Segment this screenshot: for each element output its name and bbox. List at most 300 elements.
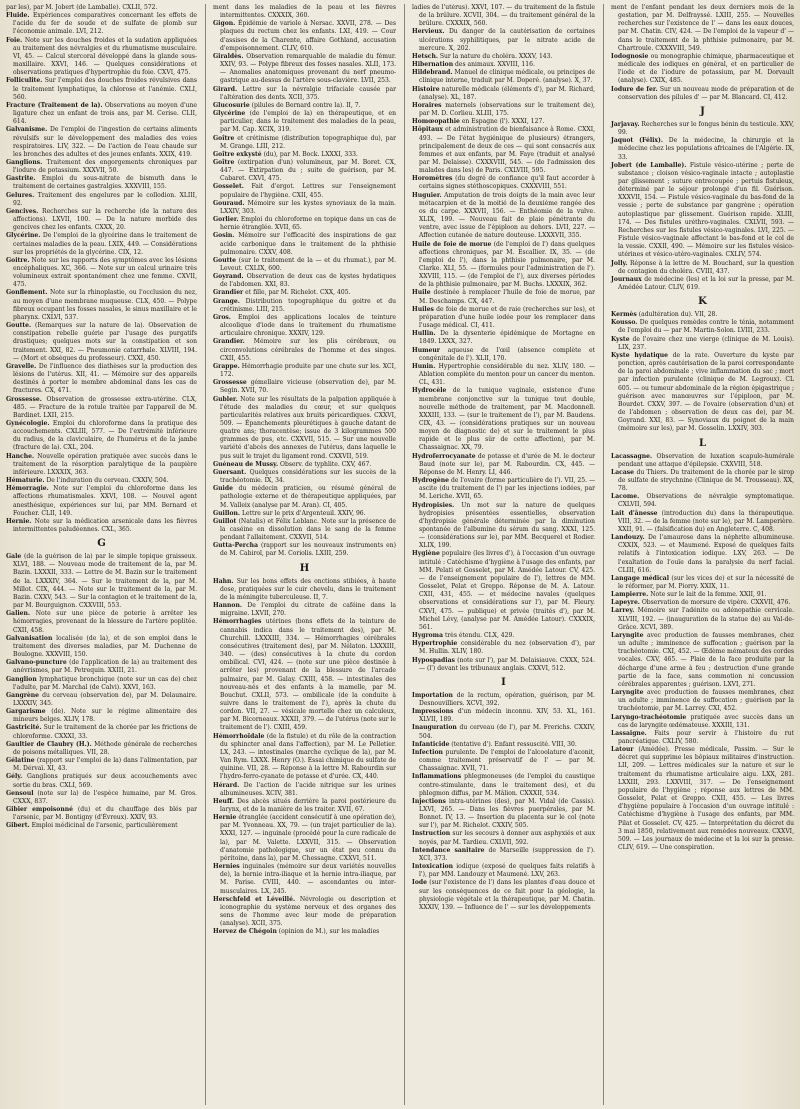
entry-headword: Huguier. (412, 191, 442, 199)
index-entry (611, 86, 794, 102)
entry-headword: Gaultier de Claubry (H.). (6, 740, 92, 748)
entry-headword: Importation (412, 691, 453, 699)
entry-headword: Goutte (213, 256, 237, 264)
index-entry (213, 798, 396, 814)
index-entry (213, 232, 396, 256)
entry-headword: Lassaigne. (611, 729, 647, 737)
entry-text: Névrologie ou description et iconographie du système nerveux et des organes des sens de l'homme avec leur mode de préparation (analyse). XCII, 375. (220, 895, 396, 928)
entry-headword: Hervieux. (412, 28, 445, 36)
entry-headword: Laryngite (611, 631, 644, 639)
entry-headword: Iode (412, 879, 427, 887)
index-entry (213, 602, 396, 618)
index-entry (213, 86, 396, 102)
entry-text: (Amédée). Presse médicale, Passim. — Sur le décret qui supprime les bôpiaux militaires d'instruction. LII, 209. — Lettres médicales sur la nature et sur le traitement du rhumatisme articulaire aigu. LXX, 281. LXXIII, 293. LXXVIII, 317. — De l'enseignement populaire de l'hygiène ; réponse aux lettres de MM. Gosselet, Pelat et Greppo. CXII, 455. — Les livres d'hygiène populaire à l'occasion d'un ouvrage intitulé : Catéchisme d'hygiène à l'usage des enfants, par MM. Pilat et Gosselet. CV, 425. — Interprétation du décret du 3 mai 1850, relativement aux remèdes nouveaux. CXXVI, 509. — Les journaux de médecine et la loi sur la presse. CLIV, 619. — Une conspiration. (618, 746, 794, 851)
index-entry (213, 338, 396, 362)
index-entry (412, 550, 595, 632)
entry-text: Mémoire sur les plis cérébraux, ou circonvolutions cérébrales de l'homme et des singes. CXII, 455. (220, 338, 396, 362)
entry-headword: Inflammations (412, 773, 462, 781)
section-letter-heading: J (700, 105, 705, 117)
entry-text: en Espagne (l'). XXXI, 127. (461, 118, 545, 126)
entry-headword: Laryngite (611, 689, 644, 697)
entry-text: De l'emploi de la glycérine dans le traitement de certaines maladies de la peau. LXIX, 449. — Considérations sur les propriétés de la glycérine. CIX, 12. (13, 232, 197, 256)
entry-headword: Goitre. (6, 256, 30, 264)
entry-text: aqueuse de l'œil (absence complète et congénitale de l'). XLII, 170. (419, 346, 595, 362)
entry-headword: Gubler. (213, 395, 238, 403)
index-entry (213, 273, 396, 289)
entry-headword: Lacome. (611, 493, 640, 501)
section-letter-heading: K (698, 296, 707, 308)
entry-text: Expériences comparatives concernant les effets de l'acide du fer de soude et de sulfate de plomb sur l'économie animale. LVI, 212. (13, 12, 197, 36)
index-entry (611, 591, 794, 599)
entry-headword: Hydropisies. (412, 501, 455, 509)
entry-text: localisée (de la), et de son emploi dans le traitement des diverses maladies, par M. Duchenne de Boulogne. XXXVIII, 150. (13, 634, 197, 659)
entry-headword: Ganglions. (6, 158, 43, 166)
index-column-3 (404, 4, 595, 1105)
index-entry (213, 928, 396, 936)
entry-headword: Intoxication (412, 863, 454, 871)
index-entry (412, 830, 595, 846)
index-entry (6, 37, 197, 78)
entry-headword: Guéneau de Mussy. (213, 460, 279, 468)
entry-text: naturelle médicale (éléments d'), par M. Richard, (analyse). XL, 187. (419, 85, 595, 101)
entry-text: Nouvelle opération pratiquée avec succès dans le traitement de la résorption paralytique de la paupière inférieure. LXXXIX, 363. (13, 452, 197, 476)
entry-text: du médecin praticien, ou résumé général de pathologie externe et de thérapeutique appliquées, par M. Valleix (analyse par M. Aran). CI, 405. (220, 485, 396, 509)
index-entry (412, 61, 595, 69)
index-entry (213, 461, 396, 469)
entry-text: de foie de morue et de raie (recherches sur les), et préparation d'une huile iodée pour les remplacer dans l'usage médical. CI, 411. (419, 305, 595, 330)
index-entry (412, 749, 595, 773)
index-entry (213, 363, 396, 379)
entry-text: (de la fistule) et du rôle de la contraction du sphincter anal dans l'affection), par M. Le Pelletier. LX, 243. — intestinales (marche cyclique de la), par M. Van Rym. LXXX. Henry (O.). Essai chimique du sulfate de quinine. VII, 28. — Réponse à la lettre M. Rabourdin sur l'hydro-ferro-cyanate de potasse et d'urée. CX, 440. (220, 732, 396, 781)
entry-headword: Huile (412, 289, 431, 297)
entry-text: de l'ovaire chez une vierge (clinique de M. Louis). LIX, 237. (618, 335, 794, 351)
entry-text: De quelques remèdes contre le ténia, notamment de l'emploi du — par M. Martin-Solon. LVIII, 233. (618, 319, 794, 335)
entry-text: (rapport sur les nouveaux instruments en) de M. Cabirol, par M. Coriolis. LXIII, 259. (220, 542, 396, 558)
entry-text: Emploi médicinal de l'arsenic, particulièrement (31, 822, 178, 830)
entry-headword: Gorlier. (213, 216, 239, 224)
index-entry (6, 757, 197, 773)
index-entry (611, 121, 794, 137)
index-entry (6, 518, 197, 534)
entry-headword: Jaquot (Félix). (611, 137, 663, 145)
entry-text: (sur l'existence de l') dans les plantes d'eau douce et sur les conséquences de ce fait pour la géologie, la physiologie végétale et la thérapeutique, par M. Chatin. XXXIV, 139. — Influence de l' — sur les développements (419, 879, 595, 911)
index-entry (213, 510, 396, 518)
entry-headword: Gosin. (213, 232, 235, 240)
entry-text: Mémoire sur l'adénite ou adénopathie cervicale. XLVIII, 192. — (inauguration de la statue de) au Val-de-Grâce. XCVI, 389. (618, 607, 794, 631)
entry-headword: Kyste (611, 335, 630, 343)
entry-headword: Hanche. (6, 452, 35, 460)
entry-text: de potasse et d'urée de M. le docteur Baud (note sur le), par M. Rabourdin. CX, 445. — Réponse de M. Henry. LI, 446. (419, 452, 595, 476)
index-entry (213, 542, 396, 558)
index-entry (412, 798, 595, 831)
index-entry (412, 4, 595, 28)
entry-headword: Gale (6, 553, 22, 561)
entry-text: De l'action de l'acide nitrique sur les urines albumineuses. XCIV, 381. (220, 781, 396, 797)
index-entry (6, 724, 197, 740)
entry-text: Lettre sur le prix d'Argenteuil. XXIV, 96. (241, 509, 366, 517)
index-entry (412, 175, 595, 191)
entry-text: des animaux. XXVIII, 116. (455, 61, 535, 69)
entry-headword: Hémorrhagies (213, 618, 262, 626)
entry-headword: Gonflement. (6, 289, 48, 297)
entry-text: (opinion de M.), sur les maladies (278, 928, 380, 936)
entry-headword: Langage médical (611, 574, 670, 582)
index-entry (611, 534, 794, 575)
entry-text: de Marseille (suppression de l'). XCI, 373. (419, 846, 595, 862)
index-entry (6, 822, 197, 830)
entry-headword: Gencives. (6, 207, 39, 215)
index-entry (412, 347, 595, 363)
entry-text: Lettre sur la névralgie trifaciale causée par l'altération des dents. XCII, 375. (220, 85, 396, 101)
entry-text: Fistule vésico-utérine ; perte de substance ; cloison vésico-vaginale intacte ; autoplastie par glissement ; suture entrecoupée ; pertuis fistuleux, déterminé par le séjour prolongé d'un fil. Guérison. XXXVII, 154. — Fistule vésico-vaginale du bas-fond de la vessie ; perte de substance par gangrène ; opération autoplastique par glissement. Guérison rapide. XLIII, 174. — Des fistules uréthro-vaginales. CXLVII, 593. — Recherches sur les fistules vésico-vaginales. LVI, 225. — Fistule vésico-vaginale affectant le bas-fond et le col de la vessie. CXXII, 490. — Mémoire sur les fistules vésico-utérines et vésico-utéro-vaginales. CXLIV, 574. (618, 161, 794, 259)
entry-text: Mémoire sur les kystes synoviaux de la main. LXXIV, 303. (220, 199, 396, 215)
entry-headword: Foie. (6, 36, 23, 44)
entry-text: Mémoire sur l'efficacité des inspirations de gaz acide carbonique dans le traitement de la phthisie pulmonaire. CXXV, 408. (220, 232, 396, 256)
entry-headword: Hahn. (213, 577, 234, 585)
entry-text: Épidémie de variole à Nersac. XXVII, 278. — Des plaques du rectum chez les enfants. LXI, 419. — Cour d'assises de la Charente, affaire Gothland, accusation d'empoisonnement. CLIV, 610. (220, 20, 396, 52)
index-entry (6, 773, 197, 789)
index-entry (611, 336, 794, 352)
index-columns (6, 4, 794, 1105)
entry-headword: Folliculite. (6, 77, 43, 85)
entry-headword: Hildebrand. (412, 69, 453, 77)
index-entry (412, 53, 595, 61)
index-entry (6, 477, 197, 485)
index-entry (6, 289, 197, 322)
entry-text: de l'ovaire (forme particulière de l'). VII, 25. — ascite (du traitement de l') par les injections iodées, par M. Leriche. XVII, 65. (419, 477, 595, 501)
entry-headword: Humeur (412, 346, 440, 354)
entry-headword: Gelures. (6, 191, 35, 199)
entry-headword: Guillon. (213, 509, 240, 517)
entry-headword: Galien. (6, 610, 31, 618)
entry-text: Un mot sur la nature de quelques hydropisies présentées essentielles, observation d'hydropisie générale déterminée par la diminution spontanée de l'albumine du sérum du sang. XXXI, 125. — (considérations sur le), par MM. Becquerel et Rodier. XLIX, 199. (419, 501, 595, 550)
entry-text: iodique (exposé de quelques faits relatifs à l'), par MM. Landouzy et Maumené. LXV, 263. (419, 863, 595, 879)
entry-text: (Remarques sur la nature de la). Observation de constipation rebelle guérie par l'usage des purgatifs drastiques; quelques mots sur la constipation et son traitement. XXI, 82. — Pneumonie catarrhale. XLVIII, 194. — (Mort et obsèques du professeur). CXXI, 450. (13, 322, 197, 362)
entry-headword: Hémorrhoïdale (213, 732, 265, 740)
entry-headword: Histoire (412, 85, 440, 93)
entry-text: (introduction du) dans la thérapeutique. VIII, 32. — de la femme (note sur le), par M. Lamperière. XXII, 91. — (falsification du) en Angleterre. C, 408. (618, 509, 794, 533)
entry-headword: Gargarisme (6, 708, 46, 716)
entry-text: Ganglions pratiqués sur deux accouchements avec sortie du bras. CXLI, 569. (13, 773, 197, 789)
index-entry (6, 708, 197, 724)
index-entry (213, 814, 396, 863)
entry-headword: Journaux (611, 275, 642, 283)
index-entry (6, 676, 197, 692)
entry-headword: Hydrocèle (412, 387, 447, 395)
index-entry (6, 126, 197, 159)
entry-text: populaire (les livres d'), à l'occasion d'un ouvrage intitulé : Catéchisme d'hygiène à l'usage des enfants, par MM. Pelati et Gosselet, par M. Amédée Latour. CV, 425. — de l'enseignement populaire de l'), lettres de MM. Gosselet, Pelat et Greppo. Réponse de M. A. Latour. CXII, 431, 455. — et médecine navales (quelques observations et considérations sur l'), par M. Fleury. CXVI, 475. — publique) et privée (traités d'), par M. Michel Lévy, (analyse par M. Amédée Latour). CXXXIX, 561. (419, 550, 595, 631)
index-entry (412, 879, 595, 912)
entry-headword: Hérard. (213, 781, 240, 789)
entry-text: Recherches sur la recherche (de la nature des affections). LXVII, 100. — De la nature morbide des gencives chez les enfants. CXXX, 20. (13, 207, 197, 232)
entry-text: Fait d'ergot. Lettres sur l'enseignement populaire de l'hygiène. CXII, 455. (220, 183, 396, 199)
index-entry (6, 453, 197, 477)
entry-text: Observ. de typhlite. CXV, 467. (280, 460, 372, 468)
entry-headword: Hetsch. (412, 52, 438, 60)
entry-headword: Guide (213, 485, 233, 493)
entry-text: De la dysenterie épidémique de Mortagne en 1849. LXXX, 327. (419, 330, 595, 346)
entry-text: maternels (observations sur le traitement de), par M. D. Corlieu. XLIII, 175. (419, 101, 595, 118)
index-entry (611, 276, 794, 292)
entry-text: Note sur une pièce de poterie à arrêter les hémorragies, provenant de la blessure de l'artère poplitée. CXII, 458. (13, 610, 197, 634)
index-entry (611, 4, 794, 53)
entry-text: et administration de bienfaisance à Rome. CXXI, 493. — De l'état hygiénique de plusieurs) étrangers, principalement de deux de ces — qui sont consacrés aux femmes et aux enfants, par M. Faye (traduit et analysé par M. Delaisse). CXXXVIII, 545. — (de l'admission des malades dans les) de Paris. CXLVIII, 595. (419, 126, 595, 175)
entry-headword: Gros. (213, 313, 231, 321)
section-letter-heading: H (299, 562, 310, 574)
entry-text: phlegmoneuses (de l'emploi du caustique contre-stimulante, dans le traitement des), et du phlegmon diffus, par M. Mâlion. CXXXII, 534. (419, 773, 595, 797)
entry-text: Sur l'emploi des douches froides révulsives dans le traitement lymphatique, la chlorose et l'anémie. CXLI, 560. (13, 77, 197, 101)
entry-headword: Galvanisation (6, 634, 53, 642)
entry-text: De l'induration du cerveau. CXXIV, 504. (46, 477, 169, 485)
entry-headword: Hydrogène (412, 477, 449, 485)
entry-text: Observations au moyen d'une ligature chez un enfant de trois ans, par M. Cerise. CLII, 614. (13, 101, 197, 126)
entry-text: Observation de deux cas de kystes hydatiques de l'abdomen. XXI, 83. (220, 273, 396, 289)
entry-headword: Grossesse (213, 379, 247, 387)
entry-headword: Heuff. (213, 797, 235, 805)
entry-headword: Fracture (Traitement de la). (6, 101, 103, 109)
entry-text: de la rate. Ouverture du kyste par ponction, après cautérisation de la paroi correspondante de la paroi abdominale ; vive inflammation du sac ; mort par infection purulente (clinique de M. Legroux). CL 605. — ou tumeur abdominale de la région épigastrique ; guérison avec manœuvres sur l'épiploon, par M. Bourdet. CXXV, 397. — de l'ovaire (observation d'un) et de l'abdomen ; observation de deux cas de), par M. Goyrand. XXI, 83. — Synoviaux du poignet de la main (mémoire sur les), par M. Gosselin. LXXIV, 303. (618, 351, 794, 433)
entry-headword: Latour (611, 746, 634, 754)
index-entry (412, 102, 595, 118)
entry-text: intra-utérines (des), par M. Vidal (de Cassis). LXVI, 265. — Dans les fièvres puerpérales, par M. Bonnet. IV, 13. — Insertion du placenta sur le col (note sur l'), par M. Richelot. CXXIV, 505. (419, 797, 595, 830)
entry-headword: Gouraud. (213, 199, 245, 207)
index-entry (611, 632, 794, 689)
index-entry (412, 387, 595, 452)
index-entry (6, 102, 197, 126)
index-entry (213, 4, 396, 20)
entry-text: purulente. De l'emploi de l'alcoolature d'aconit, comme traitement préservatif de l' — par M. Chassaignac. XVII, 71. (419, 748, 595, 773)
index-entry (6, 692, 197, 708)
entry-headword: Landouzy. (611, 534, 645, 542)
index-entry (611, 607, 794, 631)
entry-text: Quelques considérations sur les succès de la trachéotomie. IX, 34. (220, 468, 396, 485)
entry-headword: Grandier. (213, 338, 245, 346)
index-entry (213, 782, 396, 798)
entry-headword: Gynécologie. (6, 419, 50, 427)
entry-text: (de la guérison de la) par le simple topique graisseux. XLVI, 188. — Nouveau mode de traitement de la, par M. Bazin. LXXXII, 333. — Lettre de M. Bazin sur le traitement de la. LXXXIV, 364. — Sur le traitement de la, par M. Millot. CIX, 444. — Note sur le traitement de la, par M. Bazin. CXXV, 543. — Sur la contagion et le traitement de la, par M. Bourguignon. CXXVIII, 553. (13, 553, 197, 610)
entry-headword: Horomètres (412, 175, 453, 183)
entry-text: ment de l'enfant pendant les deux derniers mois de la gestation, par M. Delfrayssé. LXIII, 255. — Nouvelles recherches sur l'existence de l' — dans les eaux douces, par M. Chatin. CIV, 424. — De l'emploi de la vapeur d' — dans le traitement de la phthisie pulmonaire, par M. Chartroule. CXXXVIII, 549. (611, 4, 794, 52)
entry-headword: Galvano-puncture (6, 659, 67, 667)
entry-text: De l'influence des diathèses sur la production des lésions de l'utérus. XII, 41. — Mémoire sur des appareils destinés à porter le membre abdominal dans les cas de fractures. CX, 471. (13, 362, 197, 395)
entry-text: Emploi du sous-nitrate de bismuth dans le traitement de certaines gastralgies. XXXVIII, 155. (13, 175, 197, 191)
entry-headword: Hypertrophie (412, 640, 458, 648)
entry-text: (du), par M. Bock. LXXXI, 333. (263, 150, 358, 158)
entry-text: du cerveau (de l'), par M. Frerichs. CXXIV, 504. (419, 724, 595, 740)
index-entry (213, 469, 396, 485)
index-entry (6, 77, 197, 101)
index-entry (412, 502, 595, 551)
index-entry (6, 208, 197, 232)
index-entry (213, 896, 396, 929)
index-entry (213, 485, 396, 509)
index-entry (213, 733, 396, 782)
index-entry (6, 232, 197, 256)
entry-headword: Hypospadias (412, 656, 455, 664)
entry-text: Réponse à la lettre de M. Bouchard, sur la question de contagion du choléra. CVIII, 437. (618, 259, 794, 275)
entry-text: (du) et du chauffage des blés par l'arsenic, par M. Bontigny (d'Évreux). XXIV, 93. (13, 806, 197, 822)
index-entry (6, 396, 197, 420)
entry-headword: Kermès (611, 311, 637, 319)
entry-text: gémellaire vicieuse (observation de), par M. Segin. XVII, 70. (220, 379, 396, 395)
entry-headword: Herschfeld et Léveillé. (213, 895, 296, 903)
entry-text: (extirpation d'un) volumineux, par M. Boret. CX, 447. — Extirpation du ; suite de guérison, par M. Cabaret. CXVI, 475. (220, 158, 396, 183)
index-entry (412, 708, 595, 724)
entry-headword: Gastricité. (6, 724, 42, 732)
index-entry (412, 192, 595, 241)
entry-text: Sur un nouveau mode de préparation et de conservation des pilules d' — par M. Blancard. CI, 412. (618, 85, 794, 101)
index-entry (6, 553, 197, 610)
index-entry (412, 692, 595, 708)
index-entry (213, 183, 396, 199)
entry-headword: Glycérine. (6, 232, 41, 240)
entry-headword: Kousso. (611, 319, 638, 327)
entry-headword: Lacassagne. (611, 452, 653, 460)
entry-text: Emploi du chloroforme dans la pratique des accouchements. CXLIII, 577. — De l'extrémité inférieure du radius, de la claviculaire, de l'humérus et de la jambe (fracture de la). CXL, 204. (13, 419, 197, 452)
index-entry (213, 20, 396, 53)
entry-text: Du danger de la cautérisation de certaines ulcérations syphilitiques, par le nitrate acide de mercure. X, 202. (419, 28, 595, 52)
entry-headword: Jolly. (611, 259, 628, 267)
entry-headword: Homœopathie (412, 118, 460, 126)
entry-text: Manuel de clinique médicale, ou principes de clinique interne, traduit par M. Doperé. (analyse). X, 37. (419, 69, 595, 85)
entry-text: Note sur les rapports des symptômes avec les lésions encéphaliques. XC, 366. — Note sur un calcul urinaire très volumineux extrait spontanément chez une femme. CXVII, 475. (13, 256, 197, 289)
index-entry (611, 493, 794, 509)
entry-text: Sur la nature du choléra. XXXV, 143. (439, 52, 553, 60)
entry-text: De l'emploi du citrate de caféine dans la migraine. LXVII, 270. (220, 602, 396, 618)
index-column-2 (205, 4, 396, 1105)
entry-headword: Gastrite. (6, 175, 36, 183)
index-entry (412, 632, 595, 640)
entry-headword: Intendance sanitaire (412, 846, 485, 854)
entry-headword: Goître (213, 134, 235, 142)
index-entry (6, 257, 197, 290)
entry-text: pratiquée avec succès dans un cas de laryngite œdémateuse. XXXIII, 131. (618, 713, 794, 729)
entry-text: Hémorrhagie produite par une chute sur les. XCI, 172. (220, 362, 396, 379)
index-entry (213, 200, 396, 216)
entry-text: (de). Note sur le régime alimentaire des mineurs belges. XLIV, 178. (13, 708, 197, 724)
entry-text: Amputation de trois doigts de la main avec leur métacarpien et de la moitié de la deuxième rangée des os du carpe. XXXVII, 156. — Enthéomie de la vulve. XLIX, 199. — Nouveau fait de plaie pénétrante du ventre, avec issue de l'épiploon au dehors. LVII, 227. — Affection cutanée de nature douteuse. LXXXVII, 355. (419, 191, 595, 240)
index-entry (611, 352, 794, 434)
entry-text: Distribution topographique du goitre et du crétinisme. LIII, 215. (220, 297, 396, 313)
index-entry (213, 102, 396, 110)
entry-headword: Hygiène (412, 550, 440, 558)
entry-headword: Gutta-Percha (213, 542, 258, 550)
entry-headword: Grandier (213, 289, 244, 297)
index-entry (611, 319, 794, 335)
index-entry (412, 477, 595, 501)
section-letter-heading: L (698, 437, 707, 449)
entry-headword: Gravelle. (6, 362, 37, 370)
index-entry (611, 575, 794, 591)
entry-text: (adultération du). VII, 28. (638, 311, 718, 319)
index-entry (213, 135, 396, 151)
index-entry (611, 714, 794, 730)
entry-headword: Gibert. (6, 822, 30, 830)
entry-text: Emploi du chloroforme en topique dans un cas de hernie étranglée. XVII, 65. (220, 216, 396, 232)
entry-text: Note sur les douches froides et la sudation appliquées au traitement des névralgies et du rhumatisme musculaire. VI, 45. — Calcul stercoral développé dans la glande sous-maxillaire. XXVI, 146. — Quelques considérations et observations pratiques d'hypertrophie du foie. CXVI, 475. (13, 36, 197, 77)
entry-text: Traitement des engorgements chroniques par l'iodure de potassium. XXXVII, 50. (13, 158, 197, 175)
entry-headword: Hémorragie. (6, 485, 49, 493)
entry-headword: Gibier empoisonné (6, 806, 73, 813)
entry-text: d'un médecin inconnu. XIV, 53. XL, 161. XLVII, 189. (419, 708, 595, 724)
index-entry (412, 306, 595, 330)
index-entry (213, 289, 396, 297)
index-entry (412, 289, 595, 305)
entry-headword: Gangrène (6, 691, 39, 699)
entry-text: Des abcès situés derrière la paroi postérieure du larynx, et de la manière de les traiter. XVII, 67. (220, 797, 396, 813)
entry-text: Sur les bons effets des onctions stibiées, à haute dose, pratiquées sur le cuir chevelu, dans le traitement de la méningite tuberculeuse. II, 7. (220, 577, 396, 601)
entry-headword: Goyrand. (213, 273, 244, 281)
index-entry (6, 363, 197, 396)
entry-headword: Gosselet. (213, 183, 244, 191)
entry-text: très étendu. CLX, 429. (444, 632, 515, 640)
index-entry (6, 485, 197, 518)
entry-text: (Natalis) et Félix Leblanc. Note sur la présence de la caséine en dissolution dans le sang de la femme pendant l'allaitement. CXXVII, 514. (220, 517, 396, 542)
entry-text: De l'emploi de l'ingestion de certains aliments révulsifs sur le développement des maladies des voies respiratoires. LIV, 322. — De l'action de l'eau chaude sur les bronches des adultes et des jeunes enfants. XXIX, 419. (13, 126, 197, 158)
entry-headword: Lait d'ânesse (611, 509, 658, 517)
entry-text: lymphatique bronchique (note sur un cas de) chez l'adulte, par M. Marchal (de Calvi). XXVI, 163. (13, 675, 197, 691)
entry-headword: Huile de foie de morue (412, 240, 492, 248)
index-entry (412, 330, 595, 346)
entry-text: Note sur le lait de la femme. XXII, 91. (650, 591, 767, 599)
index-entry (412, 86, 595, 102)
section-letter-heading: G (97, 538, 106, 550)
entry-text: (pilules de Bernard contre la). II, 7. (251, 101, 361, 109)
index-entry (412, 863, 595, 879)
entry-headword: Guillot (213, 517, 237, 525)
entry-text: Observation de morsure de vipère. CXXVII, 476. (641, 599, 791, 607)
entry-text: et fille, par M. Richelot. CXX, 405. (245, 289, 351, 297)
entry-text: ladies de l'utérus). XXVI, 107. — du traitement de la fistule de la brûlure. XCVII, 304. — du traitement général de la brûlure. CXXXIX, 560. (412, 4, 595, 28)
index-entry (6, 610, 197, 634)
entry-text: considérable du nez (observation d'), par M. Hullin. XLIV, 180. (419, 640, 595, 656)
index-entry (412, 363, 595, 387)
index-entry (611, 746, 794, 852)
entry-text: avec production de fausses membranes, chez un adulte ; imminence de suffocation ; guérison par la trachéotomie, par M. Larrey. CXI, 452. (618, 689, 794, 713)
entry-headword: Goître exkysté (213, 150, 262, 158)
entry-headword: Gigon. (213, 20, 236, 28)
entry-headword: Hervez de Chégoin (213, 928, 277, 936)
index-entry (213, 314, 396, 338)
index-entry (412, 118, 595, 126)
index-entry (611, 53, 794, 86)
index-entry (213, 618, 396, 732)
entry-text: de médecine (les) et la loi sur la presse, par M. Amédée Latour. CLIV, 619. (618, 275, 794, 291)
entry-headword: Ganglion (6, 675, 37, 683)
entry-text: destinée à remplacer l'huile de foie de morue, par M. Deschamps. CX, 447. (419, 289, 595, 305)
entry-headword: Infanticide (412, 740, 450, 748)
index-entry (412, 28, 595, 52)
entry-text: (rapport sur l'emploi de la) dans l'alimentation, par M. Dérvaï. XI, 43. (13, 757, 197, 773)
entry-text: (sur le traitement de la — et du rhumat.), par M. Leveut. CXLIX, 600. (220, 256, 396, 272)
entry-text: (note sur la) de l'espèce humaine, par M. Gros. CXXX, 837. (13, 789, 197, 805)
index-entry (213, 159, 396, 183)
entry-headword: Girard. (213, 85, 238, 93)
entry-text: étranglée (accident consécutif à une opération de), par M. Yvonneau. XX, 79. — (un trajet particulier de la). XXXI, 127. — inguinale (procédé pour la cure radicale de la), par M. Valette. LXXVII, 315. — Observation d'anatomie pathologique, sur un état peu connu du péritoine, dans la), par M. Chessagne. CXXVI, 511. (220, 814, 396, 862)
index-entry (213, 518, 396, 542)
index-entry (611, 162, 794, 260)
entry-text: avec production de fausses membranes, chez un adulte ; imminence de suffocation ; guérison par la trachéotomie. CXI, 452. — Œdème mémateux des cordes vocales. CXV, 465. — Plaie de la face produite par la décharge d'une arme à feu ; destruction d'une grande partie de la face, sans commotion ni concussion cérébrales apparentes ; guérison. LXVI, 271. (618, 631, 794, 688)
entry-text: (tentative d'). Enfant ressuscité. VIII, 30. (451, 740, 577, 748)
entry-text: Observations de névralgie symptomatique. CXLVII, 594. (618, 493, 794, 509)
index-entry (6, 192, 197, 208)
entry-headword: Injections (412, 797, 446, 805)
entry-headword: Guersant. (213, 468, 247, 476)
section-letter-heading: I (501, 676, 506, 688)
index-entry (6, 806, 197, 822)
entry-headword: Lapeyre. (611, 599, 640, 607)
index-entry (611, 260, 794, 276)
